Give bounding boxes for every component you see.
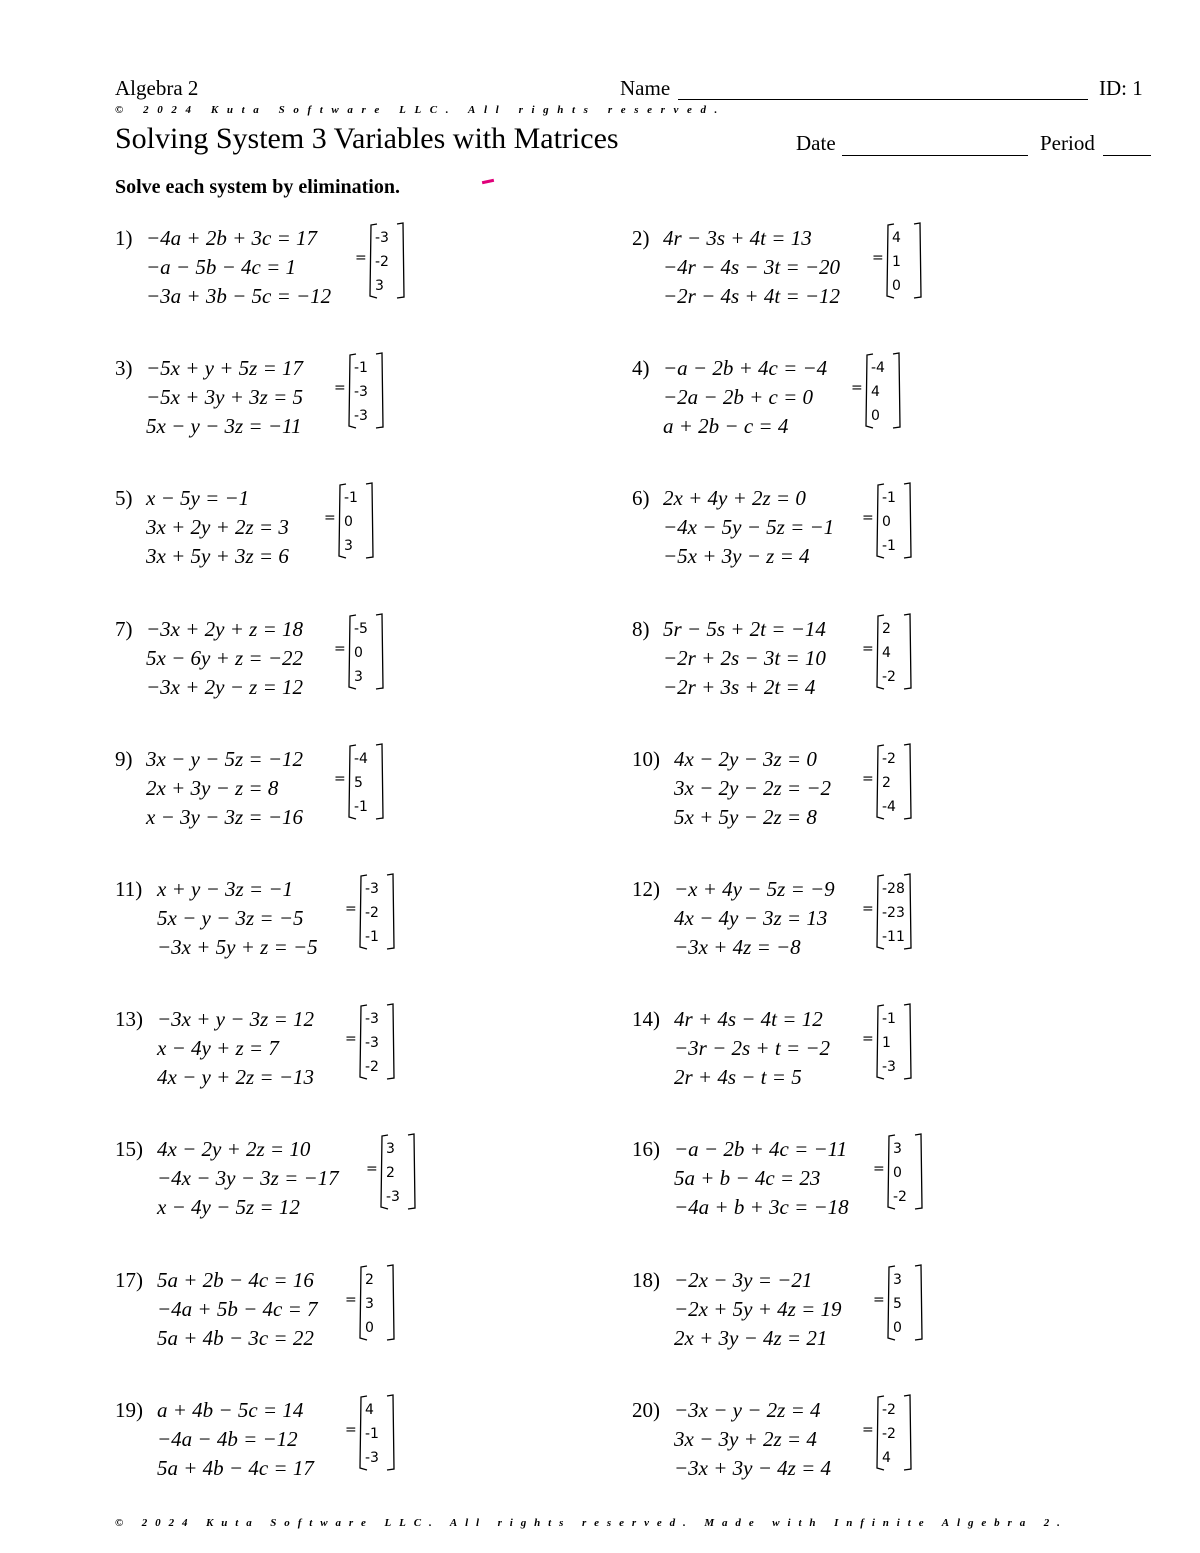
equation: −3x + y − 3z = 12 <box>157 1007 314 1032</box>
equation: −4x − 3y − 3z = −17 <box>157 1166 339 1191</box>
copyright-footer: © 2024 Kuta Software LLC. All rights reserved. Made with Infinite Algebra 2. <box>115 1517 1068 1529</box>
matrix-svg <box>862 609 932 699</box>
equation: 2x + 4y + 2z = 0 <box>663 486 806 511</box>
problem-number: 10) <box>632 746 660 771</box>
equation: 4x − 2y − 3z = 0 <box>674 746 817 771</box>
equation: 3x − 2y − 2z = −2 <box>674 775 831 800</box>
problem-number: 2) <box>632 226 650 250</box>
equation: 4x − 2y + 2z = 10 <box>157 1137 311 1162</box>
equation: a + 2b − c = 4 <box>663 414 789 439</box>
right-bracket <box>376 353 383 428</box>
equation: 5x − y − 3z = −11 <box>146 414 302 439</box>
right-bracket <box>915 1265 922 1340</box>
matrix-svg <box>862 1390 932 1480</box>
equation: x − 4y + z = 7 <box>157 1036 279 1061</box>
equals-mark: = <box>851 380 863 397</box>
equation: x + y − 3z = −1 <box>157 877 293 901</box>
matrix-svg <box>324 478 394 568</box>
handwritten-answer-matrix <box>345 1260 415 1356</box>
equals-mark: = <box>323 510 336 527</box>
equation: −4a − 4b = −12 <box>157 1426 298 1451</box>
right-bracket <box>904 744 911 819</box>
equation: −3x + 2y − z = 12 <box>146 674 303 699</box>
answer-value: 2 <box>365 1271 375 1288</box>
problem-number: 11) <box>115 877 143 901</box>
answer-value: -4 <box>882 798 897 815</box>
right-bracket <box>387 1395 394 1470</box>
equation: 5x + 5y − 2z = 8 <box>674 804 817 829</box>
right-bracket <box>387 1004 394 1079</box>
equals-mark: = <box>872 1161 885 1178</box>
answer-value: -3 <box>386 1189 401 1206</box>
answer-value: 0 <box>871 408 881 425</box>
answer-value: 3 <box>343 538 353 555</box>
answer-value: -2 <box>882 1401 897 1418</box>
equals-mark: = <box>345 1031 357 1048</box>
right-bracket <box>376 744 383 819</box>
handwritten-answer-matrix <box>872 218 942 314</box>
problem-number: 20) <box>632 1397 660 1422</box>
right-bracket <box>397 223 404 298</box>
answer-value: -3 <box>365 1035 380 1052</box>
equals-mark: = <box>872 1291 885 1308</box>
answer-value: 2 <box>881 620 891 637</box>
answer-value: -2 <box>365 905 380 921</box>
answer-value: 0 <box>892 1319 902 1336</box>
answer-value: -23 <box>882 905 906 921</box>
answer-value: -1 <box>343 490 358 507</box>
problem-number: 9) <box>115 746 133 771</box>
date-field-line[interactable] <box>842 155 1028 156</box>
answer-value: -3 <box>365 1449 380 1466</box>
equals-mark: = <box>862 1421 874 1438</box>
answer-value: -3 <box>365 881 380 897</box>
right-bracket <box>366 483 373 558</box>
problem-number: 6) <box>632 486 650 511</box>
equation: 4r − 3s + 4t = 13 <box>663 226 812 250</box>
equation: −a − 5b − 4c = 1 <box>146 255 297 279</box>
answer-value: -1 <box>365 1425 380 1442</box>
equation: −4a + b + 3c = −18 <box>674 1195 849 1220</box>
answer-value: 3 <box>892 1271 902 1288</box>
right-bracket <box>387 1265 394 1340</box>
problem-number: 19) <box>115 1397 143 1422</box>
answer-value: 0 <box>892 1165 902 1182</box>
equals-mark: = <box>862 1031 874 1048</box>
matrix-svg <box>345 1260 415 1350</box>
equation: x − 5y = −1 <box>146 486 250 511</box>
problem-number: 8) <box>632 616 650 641</box>
matrix-svg <box>334 739 404 829</box>
equation: −3a + 3b − 5c = −12 <box>146 284 332 308</box>
matrix-svg <box>862 999 932 1089</box>
answer-value: -3 <box>365 1011 380 1028</box>
handwritten-answer-matrix <box>334 739 404 835</box>
name-label: Name <box>620 76 671 100</box>
handwritten-answer-matrix <box>355 218 425 314</box>
right-bracket <box>904 483 911 558</box>
page-title: Solving System 3 Variables with Matrices <box>115 122 619 155</box>
answer-value: 3 <box>354 668 364 685</box>
equation: −3x + 5y + z = −5 <box>157 935 318 959</box>
course-label: Algebra 2 <box>115 76 199 100</box>
equals-mark: = <box>334 770 346 787</box>
answer-value: 0 <box>343 514 353 531</box>
handwritten-answer-matrix <box>366 1129 436 1225</box>
answer-value: 0 <box>892 278 902 294</box>
handwritten-answer-matrix <box>851 348 921 444</box>
answer-value: -5 <box>354 620 369 637</box>
equation: −3x + 2y + z = 18 <box>146 616 303 641</box>
equation: 5r − 5s + 2t = −14 <box>663 616 826 641</box>
answer-value: 4 <box>871 384 881 401</box>
answer-value: -1 <box>881 490 896 507</box>
problem-number: 17) <box>115 1267 143 1292</box>
equation: −x + 4y − 5z = −9 <box>674 877 835 901</box>
equation: 2r + 4s − t = 5 <box>674 1065 802 1090</box>
equation: −2r + 3s + 2t = 4 <box>663 674 816 699</box>
answer-value: -1 <box>354 360 369 377</box>
right-bracket <box>408 1134 415 1209</box>
matrix-svg <box>862 739 932 829</box>
answer-value: 2 <box>386 1165 396 1182</box>
matrix-svg <box>334 348 404 438</box>
handwritten-answer-matrix <box>334 609 404 705</box>
answer-value: -28 <box>882 881 906 897</box>
matrix-svg <box>345 999 415 1089</box>
right-bracket <box>387 874 394 949</box>
equation: −3x − y − 2z = 4 <box>674 1397 821 1422</box>
equation: −2r − 4s + 4t = −12 <box>663 284 841 308</box>
answer-value: -3 <box>375 230 390 246</box>
right-bracket <box>904 614 911 689</box>
answer-value: 1 <box>882 1035 892 1052</box>
right-bracket <box>904 1395 911 1470</box>
matrix-svg <box>355 218 425 308</box>
matrix-svg <box>873 1129 943 1219</box>
handwritten-answer-matrix <box>862 609 932 705</box>
equation: −5x + 3y − z = 4 <box>663 544 810 569</box>
problem-number: 1) <box>115 226 133 250</box>
equation: 2x + 3y − 4z = 21 <box>674 1325 828 1350</box>
copyright-header: © 2024 Kuta Software LLC. All rights reserved. <box>115 104 726 116</box>
equation: −5x + 3y + 3z = 5 <box>146 385 303 410</box>
equals-mark: = <box>861 510 874 527</box>
equation: 3x + 2y + 2z = 3 <box>146 515 289 540</box>
equation: 3x + 5y + 3z = 6 <box>146 544 289 569</box>
equals-mark: = <box>355 250 368 266</box>
matrix-svg <box>862 478 932 568</box>
answer-value: 4 <box>892 230 902 246</box>
equals-mark: = <box>334 640 346 657</box>
answer-value: 4 <box>882 1449 892 1466</box>
answer-value: -1 <box>882 1011 897 1028</box>
equation: 3x − 3y + 2z = 4 <box>674 1426 817 1451</box>
equation: 4x − y + 2z = −13 <box>157 1065 314 1090</box>
matrix-svg <box>345 1390 415 1480</box>
id-label: ID: 1 <box>1099 76 1143 100</box>
equals-mark: = <box>345 1421 357 1438</box>
handwritten-answer-matrix <box>873 1129 943 1225</box>
problem-number: 3) <box>115 356 133 381</box>
equals-mark: = <box>345 1291 357 1308</box>
problem-number: 5) <box>115 486 133 511</box>
answer-value: -1 <box>354 798 369 815</box>
equation: −a − 2b + 4c = −4 <box>663 356 828 381</box>
handwritten-answer-matrix <box>324 478 394 574</box>
answer-value: -3 <box>354 384 369 401</box>
equals-mark: = <box>366 1161 379 1178</box>
answer-value: -4 <box>354 750 369 767</box>
matrix-svg <box>873 1260 943 1350</box>
equals-mark: = <box>334 380 346 397</box>
right-bracket <box>904 874 911 949</box>
handwritten-answer-matrix <box>345 999 415 1095</box>
answer-value: -3 <box>354 408 369 425</box>
matrix-svg <box>345 869 415 959</box>
equation: −2r + 2s − 3t = 10 <box>663 645 826 670</box>
answer-value: -2 <box>375 254 390 270</box>
equation: −2a − 2b + c = 0 <box>663 385 814 410</box>
equation: −4x − 5y − 5z = −1 <box>663 515 835 540</box>
equation: 5x − 6y + z = −22 <box>146 645 303 670</box>
problem-number: 7) <box>115 616 133 641</box>
equation: −5x + y + 5z = 17 <box>146 356 303 381</box>
equation: −3x + 4z = −8 <box>674 935 801 959</box>
equation: 2x + 3y − z = 8 <box>146 775 279 800</box>
equation: −4a + 5b − 4c = 7 <box>157 1296 318 1321</box>
equation: 5a + b − 4c = 23 <box>674 1166 821 1191</box>
equation: −3r − 2s + t = −2 <box>674 1036 831 1061</box>
equation: 5a + 4b − 3c = 22 <box>157 1325 314 1350</box>
equation: −4a + 2b + 3c = 17 <box>146 226 318 250</box>
right-bracket <box>914 223 921 298</box>
matrix-svg <box>872 218 942 308</box>
equation: −4r − 4s − 3t = −20 <box>663 255 841 279</box>
pen-mark <box>482 179 494 184</box>
equals-mark: = <box>862 901 874 917</box>
equation: 5a + 2b − 4c = 16 <box>157 1267 314 1292</box>
period-label: Period <box>1040 131 1095 155</box>
answer-value: 5 <box>354 774 364 791</box>
equation: a + 4b − 5c = 14 <box>157 1397 304 1422</box>
equation: −2x − 3y = −21 <box>674 1267 813 1292</box>
answer-value: 5 <box>892 1295 902 1312</box>
answer-value: 4 <box>881 644 891 661</box>
answer-value: 0 <box>881 514 891 531</box>
handwritten-answer-matrix <box>873 1260 943 1356</box>
problem-number: 13) <box>115 1007 143 1032</box>
right-bracket <box>904 1004 911 1079</box>
problem-number: 4) <box>632 356 650 381</box>
equation: −2x + 5y + 4z = 19 <box>674 1296 842 1321</box>
answer-value: 0 <box>354 644 364 661</box>
answer-value: 3 <box>892 1141 902 1158</box>
answer-value: -2 <box>892 1189 907 1206</box>
answer-value: 3 <box>365 1295 375 1312</box>
answer-value: 3 <box>386 1141 396 1158</box>
equation: 5a + 4b − 4c = 17 <box>157 1455 314 1480</box>
equals-mark: = <box>862 770 874 787</box>
handwritten-answer-matrix <box>862 869 932 965</box>
problem-number: 15) <box>115 1137 143 1162</box>
handwritten-answer-matrix <box>345 869 415 965</box>
handwritten-answer-matrix <box>345 1390 415 1486</box>
matrix-svg <box>366 1129 436 1219</box>
equation: −a − 2b + 4c = −11 <box>674 1137 848 1162</box>
equals-mark: = <box>345 901 357 917</box>
right-bracket <box>893 353 900 428</box>
equation: x − 4y − 5z = 12 <box>157 1195 300 1220</box>
problem-number: 12) <box>632 877 660 901</box>
equals-mark: = <box>872 250 885 266</box>
equation: 4r + 4s − 4t = 12 <box>674 1007 823 1032</box>
answer-value: -2 <box>882 1425 897 1442</box>
answer-value: 1 <box>892 254 902 270</box>
equation: 5x − y − 3z = −5 <box>157 906 304 930</box>
equation: 3x − y − 5z = −12 <box>146 746 303 771</box>
answer-value: -11 <box>882 929 906 945</box>
name-field-line[interactable] <box>678 99 1088 100</box>
answer-value: -1 <box>365 929 380 945</box>
handwritten-answer-matrix <box>862 739 932 835</box>
answer-value: -1 <box>881 538 896 555</box>
matrix-svg <box>851 348 921 438</box>
handwritten-answer-matrix <box>334 348 404 444</box>
equation: 4x − 4y − 3z = 13 <box>674 906 828 930</box>
matrix-svg <box>334 609 404 699</box>
equation: −3x + 3y − 4z = 4 <box>674 1455 831 1480</box>
handwritten-answer-matrix <box>862 1390 932 1486</box>
answer-value: 2 <box>882 774 892 791</box>
problem-number: 18) <box>632 1267 660 1292</box>
handwritten-answer-matrix <box>862 478 932 574</box>
answer-value: 0 <box>365 1319 375 1336</box>
answer-value: -2 <box>881 668 896 685</box>
instructions: Solve each system by elimination. <box>115 176 400 198</box>
right-bracket <box>915 1134 922 1209</box>
date-label: Date <box>796 131 836 155</box>
answer-value: -2 <box>365 1059 380 1076</box>
right-bracket <box>376 614 383 689</box>
period-field-line[interactable] <box>1103 155 1151 156</box>
answer-value: -3 <box>882 1059 897 1076</box>
answer-value: 3 <box>375 278 385 294</box>
equals-mark: = <box>861 640 874 657</box>
handwritten-answer-matrix <box>862 999 932 1095</box>
answer-value: -2 <box>882 750 897 767</box>
problem-number: 16) <box>632 1137 660 1162</box>
problem-number: 14) <box>632 1007 660 1032</box>
matrix-svg <box>862 869 932 959</box>
answer-value: 4 <box>365 1401 375 1418</box>
answer-value: -4 <box>871 360 886 377</box>
equation: x − 3y − 3z = −16 <box>146 804 303 829</box>
